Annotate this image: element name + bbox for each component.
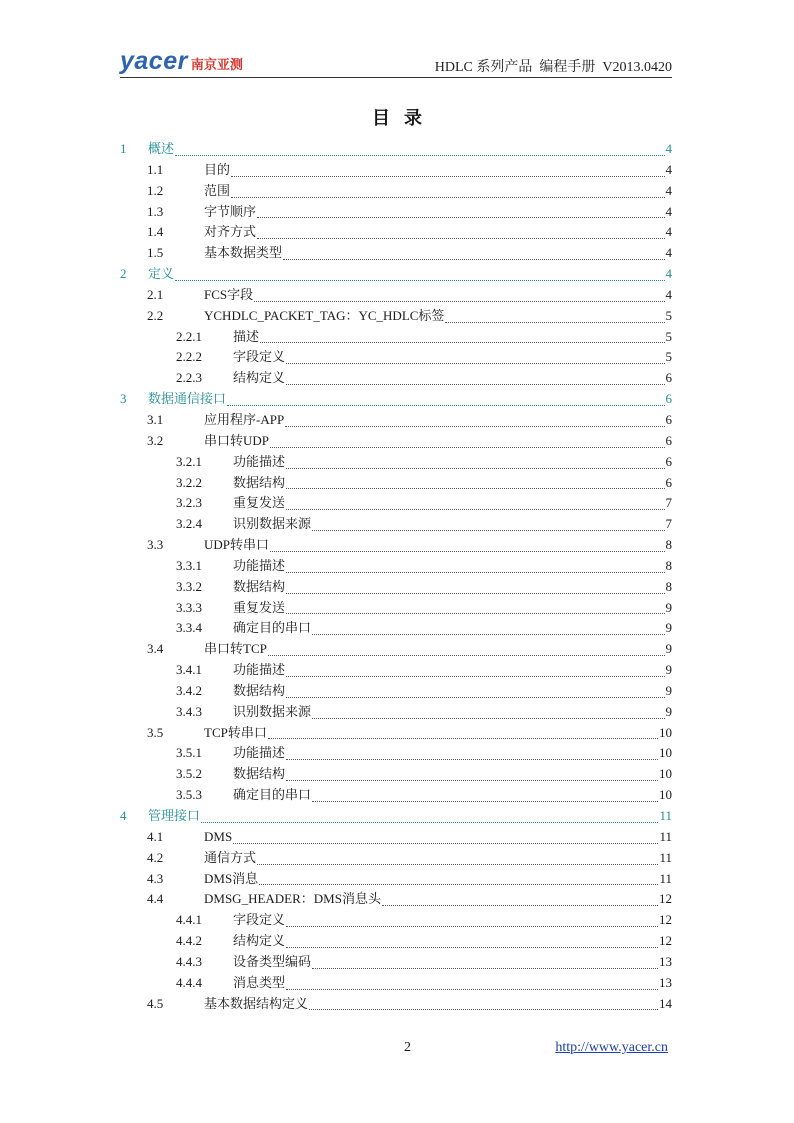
- toc-entry-label: 重复发送: [233, 495, 286, 511]
- toc-entry-body: [204, 723, 672, 744]
- toc-entry-label: 描述: [233, 328, 260, 344]
- toc-entry-page: 6: [665, 453, 672, 469]
- toc-entry-label: DMS消息: [204, 870, 259, 886]
- toc-entry-number: 3.4.2: [176, 682, 202, 698]
- toc-entry[interactable]: [120, 827, 672, 848]
- dot-leader: [233, 843, 658, 844]
- toc-entry-label: FCS字段: [204, 286, 254, 302]
- toc-entry[interactable]: [120, 202, 672, 223]
- dot-leader: [286, 989, 658, 990]
- toc-entry-page: 4: [665, 161, 672, 177]
- toc-entry-body: [233, 702, 672, 723]
- toc-entry-page: 8: [665, 578, 672, 594]
- toc-entry-label: 目的: [204, 161, 231, 177]
- toc-entry-number: 4.4.4: [176, 974, 202, 990]
- toc-entry-page: 11: [659, 849, 672, 865]
- toc-entry[interactable]: [120, 493, 672, 514]
- toc-entry[interactable]: [120, 889, 672, 910]
- company-logo: [120, 48, 243, 78]
- toc-entry-body: [148, 806, 672, 827]
- toc-entry-label: 对齐方式: [204, 224, 257, 240]
- toc-entry[interactable]: [120, 389, 672, 410]
- toc-entry-number: 4.4: [147, 891, 164, 907]
- dot-leader: [259, 884, 658, 885]
- toc-entry-page: 4: [665, 245, 672, 261]
- table-of-contents: [120, 139, 672, 1014]
- toc-entry-body: [233, 660, 672, 681]
- dot-leader: [312, 968, 658, 969]
- toc-entry-body: [204, 994, 672, 1015]
- toc-entry[interactable]: [120, 785, 672, 806]
- toc-entry-body: [204, 535, 672, 556]
- dot-leader: [286, 926, 658, 927]
- header-divider: [120, 77, 672, 78]
- toc-entry-page: 4: [665, 203, 672, 219]
- toc-entry-page: 11: [659, 828, 672, 844]
- toc-entry[interactable]: [120, 306, 672, 327]
- dot-leader: [286, 593, 664, 594]
- toc-entry-page: 4: [665, 266, 672, 282]
- toc-entry-number: 3.3: [147, 537, 164, 553]
- toc-entry[interactable]: [120, 848, 672, 869]
- toc-entry-page: 4: [665, 182, 672, 198]
- toc-entry-label: 数据结构: [233, 474, 286, 490]
- toc-entry-label: 串口转UDP: [204, 432, 270, 448]
- toc-entry-body: [233, 973, 672, 994]
- toc-entry-label: 识别数据来源: [233, 703, 312, 719]
- toc-entry-page: 7: [665, 495, 672, 511]
- dot-leader: [286, 468, 664, 469]
- toc-entry-label: TCP转串口: [204, 724, 267, 740]
- toc-entry[interactable]: [120, 910, 672, 931]
- toc-entry-number: 4.5: [147, 995, 164, 1011]
- toc-entry-body: [233, 473, 672, 494]
- toc-entry-page: 9: [665, 620, 672, 636]
- toc-entry-number: 1.3: [147, 203, 164, 219]
- toc-entry-number: 3.2.4: [176, 516, 202, 532]
- toc-entry-number: 2.2.2: [176, 349, 202, 365]
- toc-entry-body: [204, 827, 672, 848]
- toc-entry[interactable]: [120, 994, 672, 1015]
- dot-leader: [270, 447, 664, 448]
- toc-entry-page: 12: [659, 891, 672, 907]
- toc-entry-number: 4: [120, 808, 127, 823]
- toc-entry-body: [233, 556, 672, 577]
- dot-leader: [231, 197, 664, 198]
- toc-entry-number: 3.2: [147, 432, 164, 448]
- toc-entry-body: [233, 681, 672, 702]
- toc-entry-page: 4: [665, 141, 672, 156]
- logo-wordmark: yacer: [120, 47, 188, 75]
- toc-entry[interactable]: [120, 139, 672, 160]
- toc-entry-number: 4.1: [147, 828, 164, 844]
- dot-leader: [175, 155, 664, 156]
- toc-entry[interactable]: [120, 222, 672, 243]
- toc-entry-number: 3.2.1: [176, 453, 202, 469]
- toc-entry-number: 3.1: [147, 411, 164, 427]
- dot-leader: [283, 259, 664, 260]
- toc-entry-number: 3.3.2: [176, 578, 202, 594]
- toc-entry[interactable]: [120, 264, 672, 285]
- toc-entry-page: 6: [665, 411, 672, 427]
- dot-leader: [286, 384, 664, 385]
- toc-entry-number: 2.2: [147, 307, 164, 323]
- toc-entry-page: 11: [659, 808, 672, 823]
- toc-entry-number: 3.4.1: [176, 662, 202, 678]
- toc-entry-label: 数据结构: [233, 578, 286, 594]
- toc-entry-page: 5: [665, 349, 672, 365]
- toc-entry-label: 功能描述: [233, 662, 286, 678]
- toc-entry-body: [233, 327, 672, 348]
- toc-entry-number: 4.3: [147, 870, 164, 886]
- toc-entry-number: 1: [120, 141, 127, 156]
- toc-entry-page: 4: [665, 286, 672, 302]
- toc-entry-label: 消息类型: [233, 974, 286, 990]
- toc-entry-page: 10: [659, 724, 672, 740]
- toc-entry-number: 4.4.3: [176, 953, 202, 969]
- toc-entry-label: 结构定义: [233, 370, 286, 386]
- toc-entry-body: [233, 347, 672, 368]
- toc-entry-number: 1.5: [147, 245, 164, 261]
- toc-entry[interactable]: [120, 368, 672, 389]
- toc-entry-body: [233, 743, 672, 764]
- toc-entry-page: 8: [665, 557, 672, 573]
- toc-entry-page: 11: [659, 870, 672, 886]
- toc-entry-label: 范围: [204, 182, 231, 198]
- toc-entry-label: 设备类型编码: [233, 953, 312, 969]
- toc-entry[interactable]: [120, 410, 672, 431]
- toc-entry-number: 1.2: [147, 182, 164, 198]
- toc-entry-page: 12: [659, 912, 672, 928]
- toc-entry-number: 3.3.4: [176, 620, 202, 636]
- toc-entry-body: [233, 931, 672, 952]
- toc-entry-page: 5: [665, 307, 672, 323]
- toc-entry-body: [204, 202, 672, 223]
- toc-entry-label: 数据结构: [233, 682, 286, 698]
- toc-entry-label: 确定目的串口: [233, 787, 312, 803]
- toc-entry-number: 3.4.3: [176, 703, 202, 719]
- toc-entry-number: 3.5.1: [176, 745, 202, 761]
- toc-entry-body: [233, 493, 672, 514]
- toc-entry-number: 4.4.1: [176, 912, 202, 928]
- toc-entry-page: 9: [665, 682, 672, 698]
- dot-leader: [270, 551, 664, 552]
- toc-entry-page: 9: [665, 641, 672, 657]
- toc-entry-number: 3.3.3: [176, 599, 202, 615]
- toc-entry-label: 重复发送: [233, 599, 286, 615]
- toc-entry-number: 1.4: [147, 224, 164, 240]
- toc-entry-label: 应用程序-APP: [204, 411, 285, 427]
- toc-entry-body: [233, 514, 672, 535]
- toc-entry-label: 管理接口: [148, 808, 201, 823]
- toc-entry-page: 10: [659, 787, 672, 803]
- dot-leader: [286, 509, 664, 510]
- dot-leader: [286, 947, 658, 948]
- toc-entry[interactable]: [120, 556, 672, 577]
- toc-entry-label: 字段定义: [233, 912, 286, 928]
- toc-entry-body: [204, 285, 672, 306]
- toc-entry-number: 3.3.1: [176, 557, 202, 573]
- toc-entry-body: [233, 598, 672, 619]
- toc-entry[interactable]: [120, 535, 672, 556]
- dot-leader: [286, 759, 658, 760]
- toc-entry[interactable]: [120, 660, 672, 681]
- dot-leader: [268, 738, 658, 739]
- toc-heading: 目录: [372, 108, 436, 129]
- dot-leader: [286, 697, 664, 698]
- toc-entry-body: [233, 952, 672, 973]
- toc-entry[interactable]: [120, 764, 672, 785]
- toc-entry-label: UDP转串口: [204, 537, 270, 553]
- toc-entry-page: 13: [659, 974, 672, 990]
- dot-leader: [286, 572, 664, 573]
- toc-entry[interactable]: [120, 473, 672, 494]
- toc-entry-label: 定义: [148, 266, 175, 282]
- dot-leader: [286, 676, 664, 677]
- toc-entry[interactable]: [120, 181, 672, 202]
- toc-entry-number: 4.2: [147, 849, 164, 865]
- toc-entry-page: 6: [665, 432, 672, 448]
- toc-entry[interactable]: [120, 702, 672, 723]
- toc-entry-body: [204, 889, 672, 910]
- toc-entry-page: 6: [665, 370, 672, 386]
- toc-entry[interactable]: [120, 285, 672, 306]
- page-footer: [120, 1040, 672, 1060]
- toc-entry-number: 3.5.3: [176, 787, 202, 803]
- toc-entry-body: [204, 160, 672, 181]
- dot-leader: [312, 634, 664, 635]
- toc-entry-page: 12: [659, 933, 672, 949]
- toc-entry-number: 3.5: [147, 724, 164, 740]
- toc-entry-body: [204, 306, 672, 327]
- toc-entry-label: 功能描述: [233, 557, 286, 573]
- dot-leader: [286, 363, 664, 364]
- toc-entry-number: 2.2.1: [176, 328, 202, 344]
- toc-entry-page: 5: [665, 328, 672, 344]
- toc-entry[interactable]: [120, 514, 672, 535]
- toc-entry-number: 1.1: [147, 161, 164, 177]
- toc-entry-label: DMSG_HEADER：DMS消息头: [204, 891, 381, 907]
- dot-leader: [286, 613, 664, 614]
- toc-entry-label: 数据结构: [233, 766, 286, 782]
- toc-entry-page: 6: [665, 474, 672, 490]
- toc-entry-body: [204, 431, 672, 452]
- toc-entry[interactable]: [120, 452, 672, 473]
- toc-entry-label: 功能描述: [233, 745, 286, 761]
- toc-entry-body: [204, 222, 672, 243]
- toc-entry-body: [233, 368, 672, 389]
- toc-entry-page: 9: [665, 599, 672, 615]
- toc-entry-page: 9: [665, 662, 672, 678]
- toc-entry-body: [204, 848, 672, 869]
- toc-entry[interactable]: [120, 743, 672, 764]
- toc-entry-body: [233, 764, 672, 785]
- dot-leader: [260, 342, 664, 343]
- toc-entry[interactable]: [120, 931, 672, 952]
- toc-entry-number: 3.2.3: [176, 495, 202, 511]
- toc-entry-body: [204, 181, 672, 202]
- dot-leader: [257, 864, 658, 865]
- dot-leader: [268, 655, 665, 656]
- toc-entry[interactable]: [120, 243, 672, 264]
- dot-leader: [257, 217, 664, 218]
- toc-entry-page: 14: [659, 995, 672, 1011]
- toc-entry-label: 字节顺序: [204, 203, 257, 219]
- toc-entry-label: 确定目的串口: [233, 620, 312, 636]
- toc-entry-body: [204, 639, 672, 660]
- toc-entry-number: 2.1: [147, 286, 164, 302]
- toc-entry[interactable]: [120, 347, 672, 368]
- toc-entry[interactable]: [120, 327, 672, 348]
- toc-entry-page: 10: [659, 766, 672, 782]
- dot-leader: [382, 905, 658, 906]
- toc-entry-label: 数据通信接口: [148, 391, 227, 407]
- toc-entry[interactable]: [120, 598, 672, 619]
- toc-entry-body: [148, 389, 672, 410]
- page-number: 2: [404, 1040, 411, 1055]
- dot-leader: [286, 488, 664, 489]
- toc-entry[interactable]: [120, 577, 672, 598]
- toc-entry-number: 3.5.2: [176, 766, 202, 782]
- toc-entry-page: 10: [659, 745, 672, 761]
- toc-entry-number: 3: [120, 391, 127, 407]
- toc-entry[interactable]: [120, 618, 672, 639]
- toc-entry-label: 基本数据类型: [204, 245, 283, 261]
- toc-entry-number: 3.2.2: [176, 474, 202, 490]
- toc-entry-label: 概述: [148, 141, 175, 156]
- toc-entry-label: 功能描述: [233, 453, 286, 469]
- toc-entry-label: 通信方式: [204, 849, 257, 865]
- dot-leader: [312, 718, 664, 719]
- toc-entry[interactable]: [120, 952, 672, 973]
- toc-entry[interactable]: [120, 869, 672, 890]
- toc-entry-body: [204, 869, 672, 890]
- toc-entry-page: 4: [665, 224, 672, 240]
- dot-leader: [257, 238, 664, 239]
- toc-entry-body: [233, 618, 672, 639]
- toc-entry-page: 8: [665, 537, 672, 553]
- dot-leader: [312, 801, 658, 802]
- toc-entry-label: 识别数据来源: [233, 516, 312, 532]
- toc-entry-label: 基本数据结构定义: [204, 995, 309, 1011]
- toc-entry[interactable]: [120, 723, 672, 744]
- document-title: HDLC 系列产品 编程手册 V2013.0420: [434, 60, 672, 75]
- toc-entry-label: 串口转TCP: [204, 641, 267, 657]
- dot-leader: [201, 822, 658, 823]
- toc-entry-body: [204, 410, 672, 431]
- dot-leader: [309, 1009, 658, 1010]
- dot-leader: [231, 176, 664, 177]
- toc-entry[interactable]: [120, 431, 672, 452]
- toc-entry-label: 结构定义: [233, 933, 286, 949]
- toc-entry-body: [148, 264, 672, 285]
- dot-leader: [286, 780, 658, 781]
- toc-entry-label: DMS: [204, 828, 233, 844]
- dot-leader: [254, 301, 664, 302]
- toc-entry-body: [233, 910, 672, 931]
- toc-entry-number: 2: [120, 266, 127, 282]
- toc-entry[interactable]: [120, 973, 672, 994]
- logo-chinese-name: 南京亚测: [190, 58, 243, 73]
- toc-entry-page: 13: [659, 953, 672, 969]
- toc-entry-number: 4.4.2: [176, 933, 202, 949]
- toc-entry-body: [204, 243, 672, 264]
- dot-leader: [175, 280, 664, 281]
- dot-leader: [227, 405, 664, 406]
- dot-leader: [312, 530, 664, 531]
- toc-entry-number: 3.4: [147, 641, 164, 657]
- toc-entry-label: YCHDLC_PACKET_TAG：YC_HDLC标签: [204, 307, 445, 323]
- toc-entry-body: [233, 577, 672, 598]
- toc-entry-page: 7: [665, 516, 672, 532]
- page-header: [120, 48, 672, 78]
- toc-entry[interactable]: [120, 639, 672, 660]
- toc-entry-number: 2.2.3: [176, 370, 202, 386]
- toc-entry-page: 9: [665, 703, 672, 719]
- toc-entry[interactable]: [120, 806, 672, 827]
- toc-entry[interactable]: [120, 160, 672, 181]
- toc-entry-page: 6: [665, 391, 672, 407]
- toc-entry-body: [233, 785, 672, 806]
- dot-leader: [445, 322, 664, 323]
- website-link[interactable]: http://www.yacer.cn: [555, 1040, 668, 1055]
- toc-entry[interactable]: [120, 681, 672, 702]
- toc-entry-body: [233, 452, 672, 473]
- toc-entry-body: [148, 139, 672, 160]
- dot-leader: [285, 426, 664, 427]
- toc-entry-label: 字段定义: [233, 349, 286, 365]
